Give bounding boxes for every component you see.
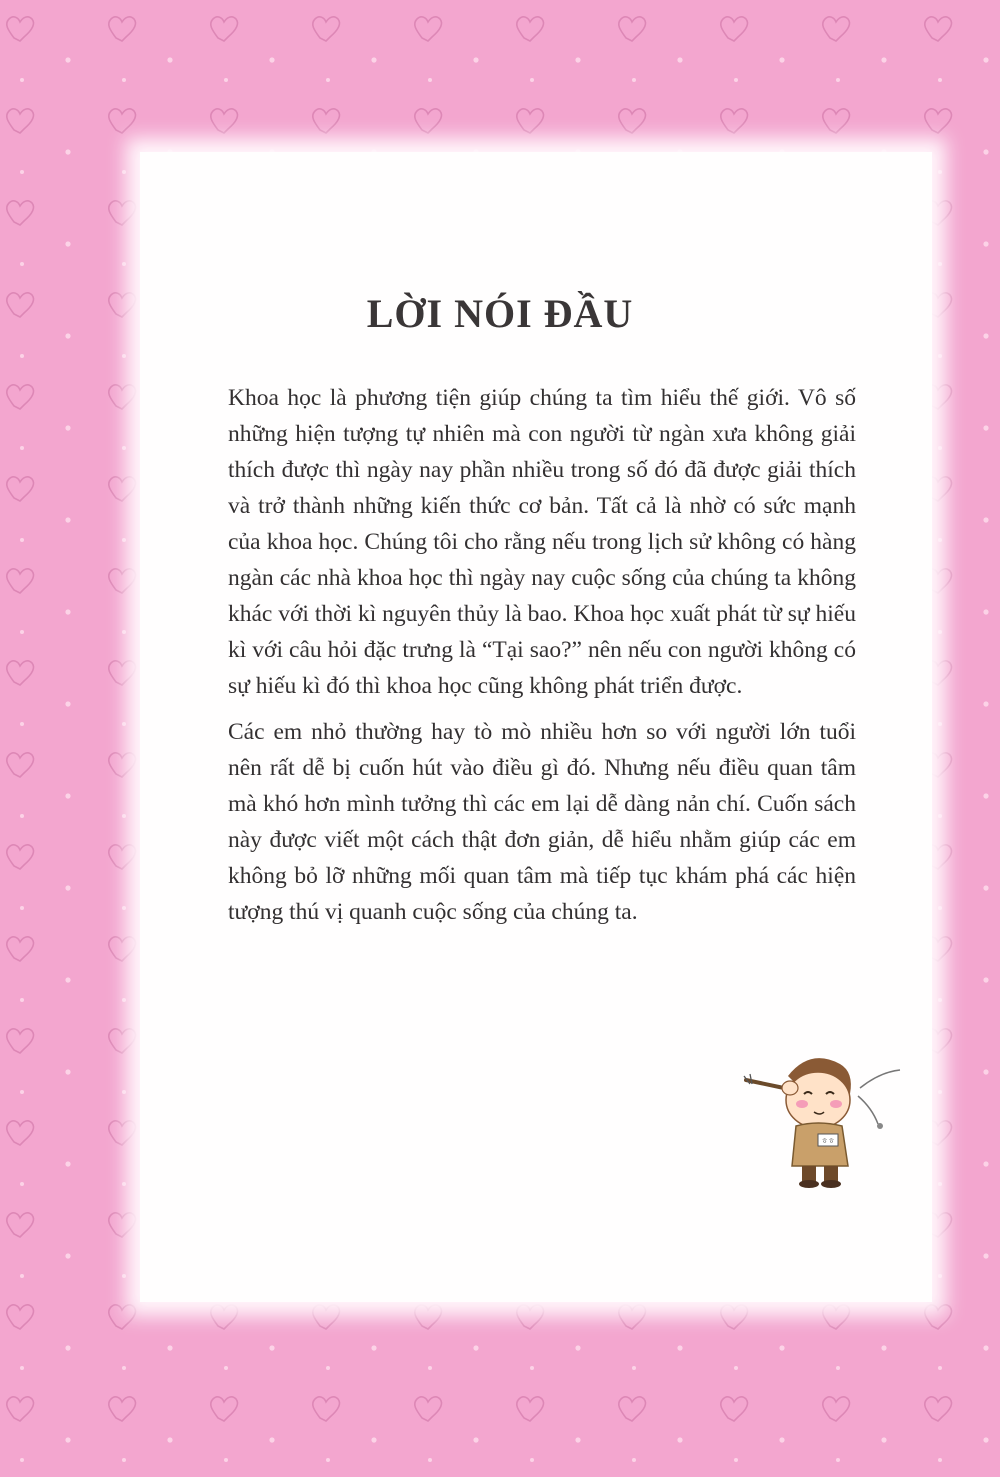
page-title: LỜI NÓI ĐẦU [366,291,634,336]
paragraph-1: Khoa học là phương tiện giúp chúng ta tìm hiểu thế giới. Vô số những hiện tượng tự nhiên mà con người từ ngàn xưa không giải thích được thì ngày nay phần nhiều trong số đó đã được giải thích và trở thành những kiến thức cơ bản. Tất cả là nhờ có sức mạnh của khoa học. Chúng tôi cho rằng nếu trong lịch sử không có hàng ngàn các nhà khoa học thì ngày nay cuộc sống của chúng ta không khác với thời kì nguyên thủy là bao. Khoa học xuất phát từ sự hiếu kì với câu hỏi đặc trưng là “Tại sao?” nên nếu con người không có sự hiếu kì đó thì khoa học cũng không phát triển được. [228,385,856,699]
paragraph-2: Các em nhỏ thường hay tò mò nhiều hơn so với người lớn tuổi nên rất dễ bị cuốn hút vào điều gì đó. Nhưng nếu điều quan tâm mà khó hơn mình tưởng thì các em lại dễ dàng nản chí. Cuốn sách này được viết một cách thật đơn giản, dễ hiểu nhằm giúp các em không bỏ lỡ những mối quan tâm mà tiếp tục khám phá các hiện tượng thú vị quanh cuộc sống của chúng ta. [228,719,856,925]
body-text [228,380,856,940]
cartoon-boy-illustration [740,1048,910,1188]
mascot-badge: ㅎㅎ [821,1137,835,1145]
